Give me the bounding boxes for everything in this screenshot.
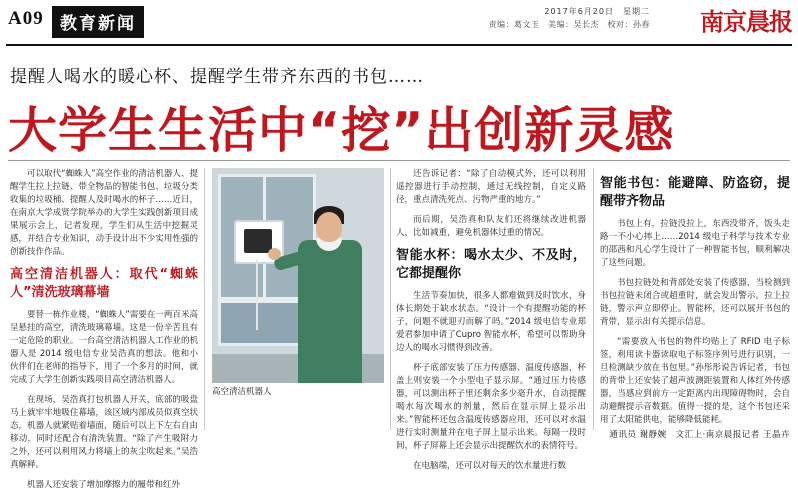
photo-cable <box>256 260 258 330</box>
photo-caption: 高空清洁机器人 <box>212 387 272 397</box>
paragraph: 还告诉记者：“除了自动模式外，还可以利用遥控器进行手动控制，通过无线控制，自定义路径，重点清洗死点、污物严重的地方。” <box>396 169 586 205</box>
column-divider <box>593 168 594 430</box>
photo-person-hand <box>268 248 281 260</box>
headline-divider <box>8 160 790 161</box>
subheading: 智能水杯：喝水太少、不及时，它都提醒你 <box>396 248 586 281</box>
paragraph: 可以取代“蜘蛛人”高空作业的清洁机器人、提醒学生拉上拉链、带全物品的智能书包、垃圾分类收集的垃圾桶、提醒人及时喝水的杯子……近日，在南京大学成贤学院举办的大学生实践创新项目成果展示会上，记者发现，学生们从生活中挖掘灵感，并结合专业知识，动手设计出不少实用性强的创新技作作品。 <box>10 169 198 257</box>
masthead <box>0 0 798 46</box>
paragraph: 书包上有，拉链没拉上，东西没带齐，饭头走路一不小心摔上……2014 级电子科学与技术专业的邵茜和凡心学生设计了一种智能书包，顺利解决了这些问题。 <box>600 219 790 268</box>
masthead-divider <box>6 44 792 46</box>
photo-robot-screen <box>244 229 272 253</box>
page-title: 大学生生活中“挖”出创新灵感 <box>8 102 675 159</box>
paragraph: 生活节奏加快，很多人都难做到及时饮水，身体长期处于缺水状态。“设计一个有提醒功能的杯子，问题不就迎刃而解了吗。”2014 级电信专业郑爱君参加申请了Cupro 智能水杯，希望可以帮助身边人的喝水习惯得到改善。 <box>396 291 586 353</box>
editor-credits: 责编：葛文玉 美编：吴长杰 校对：孙春 <box>488 20 650 29</box>
paragraph: 书包拉链处和背部处安装了传感器，当检测到书包拉链未闭合或超重时，就会发出警示。拉上拉链，警示声立即停止。智能杯，还可以展开书包的背带，显示出有关提示信息。 <box>600 278 790 327</box>
subheading: 高空清洁机器人：取代“蜘蛛人”清洗玻璃幕墙 <box>10 267 198 300</box>
paragraph: 而后期，吴浩真和队友们还将继续改进机器人，比如减重，避免机器体过重的情况。 <box>396 215 586 238</box>
subheading: 智能书包：能避障、防盗窃，提醒带齐物品 <box>600 176 790 209</box>
paragraph: 在现场，吴浩真打包机器人开关，底部的吸盘马上就牢牢地吸住幕墙，该区域内部成员似真空状态，机器人就紧贴着墙面，随后可以上下左右自由移动，同时还配合有清洗装置。“除了产生吸附力之外，还可以利用风力将墙上的灰尘吹起来。”吴浩真解释。 <box>10 395 198 470</box>
paragraph: 机器人还安装了增加摩擦力的履带和红外 <box>27 480 181 490</box>
masthead-meta <box>489 5 651 31</box>
article-photo <box>212 168 384 383</box>
column-divider <box>204 168 205 430</box>
page-code: A09 <box>8 8 44 29</box>
issue-date: 2017年6月20日 星期二 <box>544 7 650 16</box>
paragraph: 在电脑端，还可以对每天的饮水量进行数 <box>413 461 567 471</box>
paragraph: “需要放入书包的物件均贴上了 RFID 电子标签，利用读卡器读取电子标签序列号进行识别，一旦检测缺少放在书包里。”孙彤彤说告诉记者，书包的背带上还安装了超声波测距装置和人体红外传感器，当感应到前方一定距离内出现障碍物时，会自动避醒提示音数据。值得一提的是，这个书包还采用了太阳能供电，能够降低能耗。 <box>600 337 790 425</box>
article-column-1 <box>10 168 198 499</box>
article-column-4 <box>600 168 790 434</box>
photo-person-head <box>316 212 342 242</box>
column-divider <box>390 168 391 430</box>
article-column-3 <box>396 168 586 480</box>
photo-person-body <box>298 240 362 383</box>
paragraph: 要替一栋作业楼，“蜘蛛人”需要在一两百米高呈悬挂的高空，清洗玻璃幕墙。这是一份辛苦且有一定危险的职业。一台高空清洁机器人工作业的机器人是 2014 级电信专业吴浩真的想法。他和小伙伴们在老师的指导下，用了一个多月的时间，就完成了大学生创新实践项目高空清洁机器人。 <box>10 310 198 385</box>
newspaper-logo: 南京晨报 <box>700 7 792 36</box>
paragraph: 杯子底部安装了压力传感器、温度传感器，杯盖上则安装一个小型电子显示屏。“通过压力传感器，可以测出杯子里还剩余多少毫升水，自动提醒喝水每次喝水的剂量，然后在显示屏上显示出来。”智能杯还包含温度传感器应用，还可以对水温进行实时测量并在电子屏上显示出来。每隔一段时间，杯子屏幕上还会显示出提醒饮水的表情符号。 <box>396 363 586 451</box>
headline-kicker: 提醒人喝水的暖心杯、提醒学生带齐东西的书包…… <box>10 67 424 87</box>
article-byline: 通讯员 谢静婉 文汇上·南京晨报记者 王晶卉 <box>609 430 790 440</box>
section-name: 教育新闻 <box>52 6 144 38</box>
